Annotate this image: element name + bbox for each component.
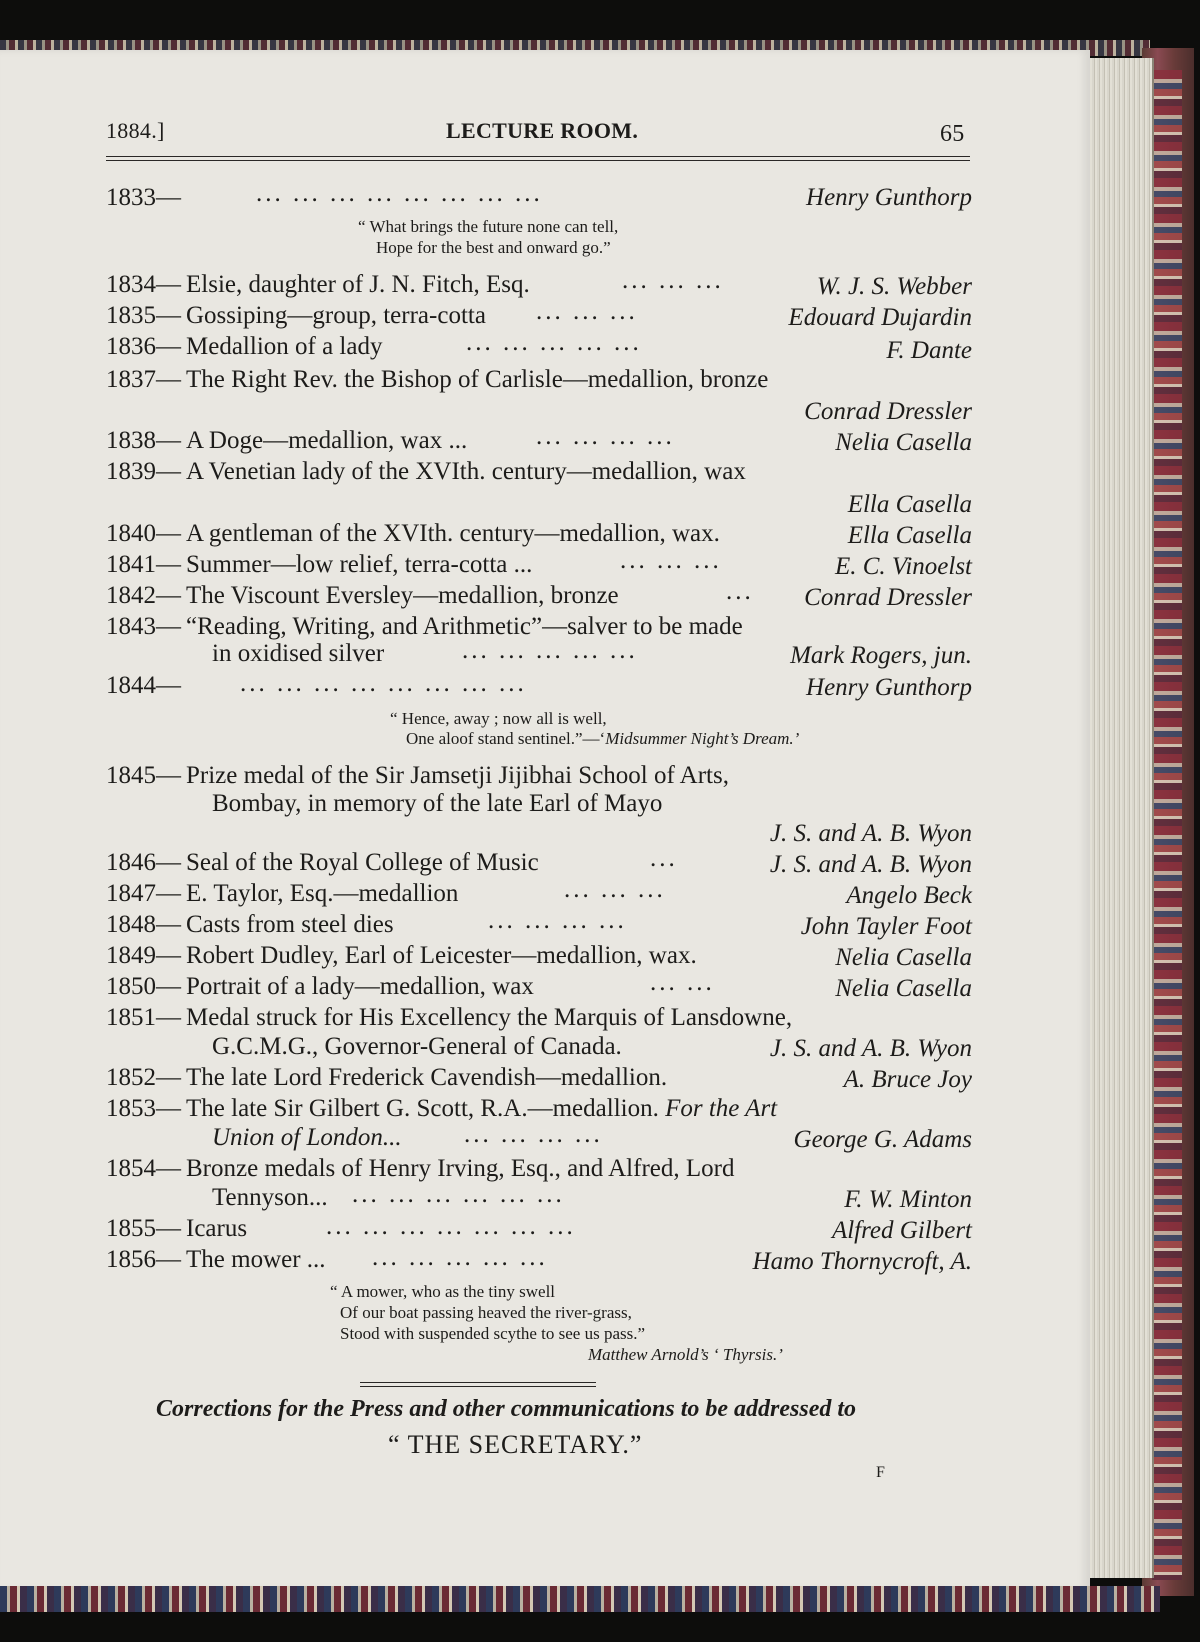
entry-1833-artist: Henry Gunthorp — [806, 184, 972, 211]
quote-1844-text: One aloof stand sentinel.”—‘ — [406, 729, 606, 748]
entry-1846-dots: ... — [650, 845, 678, 872]
entry-1845-artist: J. S. and A. B. Wyon — [769, 820, 972, 847]
entry-1855-title: Icarus — [186, 1215, 248, 1242]
quote-1856-line2: Of our boat passing heaved the river-grass, — [340, 1303, 632, 1322]
quote-1844-line1: “ Hence, away ; now all is well, — [390, 709, 607, 728]
entry-1848-number: 1848— — [106, 911, 181, 938]
entry-1847-dots: ... ... ... — [564, 876, 666, 903]
entry-1850-title: Portrait of a lady—medallion, wax — [186, 973, 534, 1000]
entry-1853-continuation: Union of London... — [212, 1124, 402, 1151]
entry-1843-number: 1843— — [106, 613, 181, 640]
entry-1851-number: 1851— — [106, 1004, 181, 1031]
entry-1851-artist: J. S. and A. B. Wyon — [769, 1035, 972, 1062]
entry-1844-number: 1844— — [106, 672, 181, 699]
entry-1841-number: 1841— — [106, 551, 181, 578]
entry-1846-title: Seal of the Royal College of Music — [186, 849, 539, 876]
header-rule-bottom — [106, 160, 970, 161]
entry-1837-title: The Right Rev. the Bishop of Carlisle—medallion, bronze — [186, 366, 769, 393]
entry-1834-number: 1834— — [106, 271, 181, 298]
entry-1838-dots: ... ... ... ... — [536, 423, 675, 450]
entry-1844-artist: Henry Gunthorp — [806, 674, 972, 701]
entry-1856-artist: Hamo Thornycroft, A. — [752, 1248, 972, 1275]
entry-1849-artist: Nelia Casella — [835, 944, 972, 971]
entry-1835-title: Gossiping—group, terra-cotta — [186, 302, 486, 329]
entry-1840-number: 1840— — [106, 520, 181, 547]
footer-rule-top — [360, 1382, 596, 1383]
entry-1856-dots: ... ... ... ... ... — [372, 1244, 548, 1271]
entry-1846-number: 1846— — [106, 849, 181, 876]
entry-1855-number: 1855— — [106, 1215, 181, 1242]
entry-1851-continuation: G.C.M.G., Governor-General of Canada. — [212, 1033, 622, 1060]
entry-1845-continuation: Bombay, in memory of the late Earl of Mayo — [212, 790, 663, 817]
entry-1842-dots: ... — [726, 578, 754, 605]
header-title: LECTURE ROOM. — [446, 118, 639, 143]
entry-1835-dots: ... ... ... — [536, 298, 638, 325]
entry-1850-artist: Nelia Casella — [835, 975, 972, 1002]
entry-1854-title: Bronze medals of Henry Irving, Esq., and Alfred, Lord — [186, 1155, 735, 1182]
entry-1853-title-text: The late Sir Gilbert G. Scott, R.A.—medallion. — [186, 1095, 659, 1122]
entry-1852-number: 1852— — [106, 1064, 181, 1091]
entry-1855-dots: ... ... ... ... ... ... ... — [326, 1213, 576, 1240]
entry-1843-title: “Reading, Writing, and Arithmetic”—salver to be made — [186, 613, 743, 640]
quote-1856-line1: “ A mower, who as the tiny swell — [330, 1282, 556, 1301]
entry-1854-continuation: Tennyson... — [212, 1184, 328, 1211]
entry-1841-dots: ... ... ... — [620, 547, 722, 574]
quote-1844-source: Midsummer Night’s Dream.’ — [605, 729, 800, 748]
entry-1839-title: A Venetian lady of the XVIth. century—medallion, wax — [186, 458, 746, 485]
entry-1850-dots: ... ... — [650, 969, 715, 996]
header-year: 1884.] — [106, 118, 165, 143]
entry-1838-title: A Doge—medallion, wax ... — [186, 427, 468, 454]
entry-1855-artist: Alfred Gilbert — [831, 1217, 972, 1244]
entry-1854-dots: ... ... ... ... ... ... — [352, 1181, 565, 1208]
entry-1849-title: Robert Dudley, Earl of Leicester—medallion, wax. — [186, 942, 697, 969]
header-rule-top — [106, 156, 970, 157]
marbled-edge-right — [1152, 70, 1182, 1580]
entry-1845-title: Prize medal of the Sir Jamsetji Jijibhai School of Arts, — [186, 762, 729, 789]
entry-1847-title: E. Taylor, Esq.—medallion — [186, 880, 459, 907]
entry-1840-artist: Ella Casella — [847, 522, 972, 549]
entry-1850-number: 1850— — [106, 973, 181, 1000]
entry-1839-artist: Ella Casella — [847, 491, 972, 518]
entry-1852-title: The late Lord Frederick Cavendish—medallion. — [186, 1064, 668, 1091]
entry-1846-artist: J. S. and A. B. Wyon — [769, 851, 972, 878]
marbled-edge-bottom — [0, 1586, 1160, 1612]
entry-1856-number: 1856— — [106, 1246, 181, 1273]
entry-1848-artist: John Tayler Foot — [800, 913, 972, 940]
entry-1854-artist: F. W. Minton — [844, 1186, 972, 1213]
entry-1849-number: 1849— — [106, 942, 181, 969]
quote-1856-line3: Stood with suspended scythe to see us pass.” — [340, 1324, 646, 1343]
quote-1833-line2: Hope for the best and onward go.” — [376, 238, 611, 257]
entry-1853-artist: George G. Adams — [793, 1126, 972, 1153]
entry-1836-dots: ... ... ... ... ... — [466, 329, 642, 356]
entry-1837-number: 1837— — [106, 366, 181, 393]
footer-notice: Corrections for the Press and other communications to be addressed to — [156, 1396, 857, 1422]
entry-1847-number: 1847— — [106, 880, 181, 907]
footer-secretary: “ THE SECRETARY.” — [388, 1430, 643, 1459]
entry-1856-title: The mower ... — [186, 1246, 326, 1273]
footer-rule-bottom — [360, 1386, 596, 1387]
entry-1835-number: 1835— — [106, 302, 181, 329]
entry-1851-title: Medal struck for His Excellency the Marquis of Lansdowne, — [186, 1004, 793, 1031]
entry-1842-title: The Viscount Eversley—medallion, bronze — [186, 582, 619, 609]
entry-1836-artist: F. Dante — [886, 337, 972, 364]
entry-1842-artist: Conrad Dressler — [804, 584, 972, 611]
entry-1845-number: 1845— — [106, 762, 181, 789]
entry-1843-dots: ... ... ... ... ... — [462, 637, 638, 664]
entry-1833-dots: ... ... ... ... ... ... ... ... — [256, 180, 543, 207]
entry-1853-title — [186, 1095, 777, 1123]
entry-1836-title: Medallion of a lady — [186, 333, 383, 360]
entry-1848-dots: ... ... ... ... — [488, 907, 627, 934]
entry-1838-number: 1838— — [106, 427, 181, 454]
entry-1839-number: 1839— — [106, 458, 181, 485]
entry-1843-artist: Mark Rogers, jun. — [790, 642, 972, 669]
entry-1833-number: 1833— — [106, 184, 181, 211]
entry-1841-title: Summer—low relief, terra-cotta ... — [186, 551, 533, 578]
entry-1834-dots: ... ... ... — [622, 267, 724, 294]
entry-1837-artist: Conrad Dressler — [804, 398, 972, 425]
quote-1833-line1: “ What brings the future none can tell, — [358, 217, 619, 236]
entry-1834-title: Elsie, daughter of J. N. Fitch, Esq. — [186, 271, 530, 298]
entry-1838-artist: Nelia Casella — [835, 429, 972, 456]
entry-1847-artist: Angelo Beck — [846, 882, 972, 909]
entry-1853-dots: ... ... ... ... — [464, 1121, 603, 1148]
quote-1844-line2 — [406, 728, 799, 749]
entry-1844-dots: ... ... ... ... ... ... ... ... — [240, 670, 527, 697]
entry-1842-number: 1842— — [106, 582, 181, 609]
entry-1853-number: 1853— — [106, 1095, 181, 1122]
quote-1856-source: Matthew Arnold’s ‘ Thyrsis.’ — [588, 1345, 783, 1364]
page-number: 65 — [940, 121, 965, 147]
entry-1852-artist: A. Bruce Joy — [843, 1066, 972, 1093]
entry-1841-artist: E. C. Vinoelst — [834, 553, 972, 580]
entry-1836-number: 1836— — [106, 333, 181, 360]
entry-1840-title: A gentleman of the XVIth. century—medallion, wax. — [186, 520, 720, 547]
entry-1848-title: Casts from steel dies — [186, 911, 394, 938]
entry-1834-artist: W. J. S. Webber — [816, 273, 972, 300]
entry-1835-artist: Edouard Dujardin — [788, 304, 972, 331]
entry-1854-number: 1854— — [106, 1155, 181, 1182]
entry-1843-continuation: in oxidised silver — [212, 640, 385, 667]
printer-signature: F — [876, 1464, 885, 1481]
entry-1853-title-italic: For the Art — [665, 1095, 778, 1122]
